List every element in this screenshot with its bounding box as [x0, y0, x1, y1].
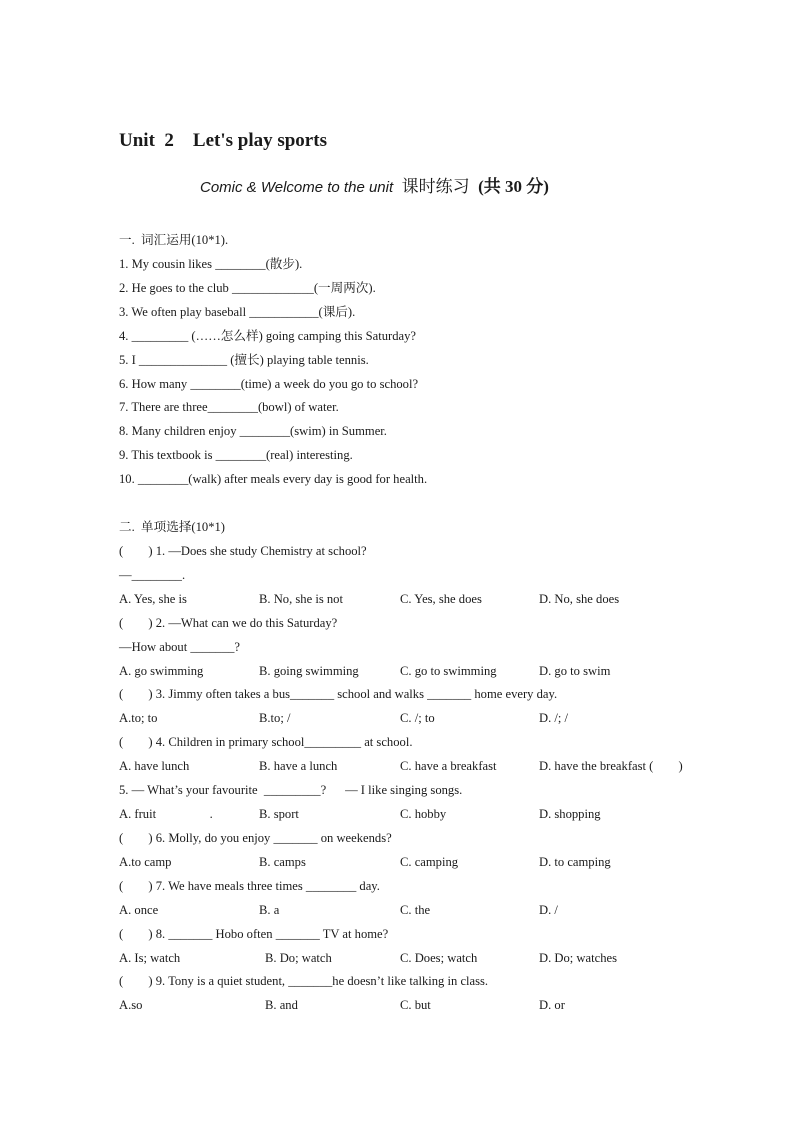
question-1-stem: ( ) 1. —Does she study Chemistry at school? [119, 544, 367, 558]
option-d: D. shopping [539, 807, 601, 821]
section1-heading: 一. 词汇运用(10*1). [119, 233, 229, 247]
vocab-item-4: 4. _________ (……怎么样) going camping this Saturday? [119, 329, 416, 343]
option-a: A. have lunch [119, 759, 190, 773]
option-d: D. /; / [539, 711, 569, 725]
option-c: C. go to swimming [400, 664, 497, 678]
option-a: A.to camp [119, 855, 172, 869]
page-title: Unit 2 Let's play sports [119, 130, 327, 151]
question-3-stem: ( ) 3. Jimmy often takes a bus_______ school and walks _______ home every day. [119, 687, 558, 701]
section2-heading: 二. 单项选择(10*1) [119, 520, 225, 534]
option-d: D. or [539, 998, 565, 1012]
option-a: A. Is; watch [119, 951, 181, 965]
subtitle-chinese: 课时练习 [401, 177, 470, 196]
option-c: C. hobby [400, 807, 447, 821]
option-c: C. Does; watch [400, 951, 478, 965]
vocab-item-1: 1. My cousin likes ________(散步). [119, 257, 303, 271]
question-6-stem: ( ) 6. Molly, do you enjoy _______ on weekends? [119, 831, 392, 845]
option-a: A. fruit . [119, 807, 213, 821]
question-4-stem: ( ) 4. Children in primary school_________ at school. [119, 735, 413, 749]
option-a: A.to; to [119, 711, 158, 725]
question-1-answer-line: —________. [119, 568, 186, 582]
question-5-stem: 5. — What’s your favourite _________? — I like singing songs. [119, 783, 463, 797]
option-a: A. once [119, 903, 159, 917]
question-7-stem: ( ) 7. We have meals three times ________ day. [119, 879, 380, 893]
question-8-stem: ( ) 8. _______ Hobo often _______ TV at home? [119, 927, 389, 941]
option-c: C. but [400, 998, 431, 1012]
subtitle-score: (共 30 分) [478, 177, 549, 196]
vocab-item-7: 7. There are three________(bowl) of water. [119, 400, 339, 414]
option-c: C. have a breakfast [400, 759, 497, 773]
vocab-item-5: 5. I ______________ (擅长) playing table tennis. [119, 353, 369, 367]
vocab-item-2: 2. He goes to the club _____________(一周两次). [119, 281, 376, 295]
option-b: B. have a lunch [259, 759, 338, 773]
question-2-answer-line: —How about _______? [119, 640, 241, 654]
option-a: A.so [119, 998, 143, 1012]
option-b: B.to; / [259, 711, 291, 725]
vocab-item-8: 8. Many children enjoy ________(swim) in Summer. [119, 424, 387, 438]
option-b: B. No, she is not [259, 592, 343, 606]
option-d: D. Do; watches [539, 951, 617, 965]
vocab-item-3: 3. We often play baseball ___________(课后). [119, 305, 356, 319]
option-b: B. and [265, 998, 298, 1012]
vocab-item-10: 10. ________(walk) after meals every day is good for health. [119, 472, 428, 486]
option-d: D. to camping [539, 855, 611, 869]
option-b: B. going swimming [259, 664, 359, 678]
vocab-item-9: 9. This textbook is ________(real) interesting. [119, 448, 353, 462]
option-c: C. the [400, 903, 431, 917]
option-b: B. Do; watch [265, 951, 332, 965]
option-a: A. go swimming [119, 664, 204, 678]
option-d: D. go to swim [539, 664, 611, 678]
option-b: B. sport [259, 807, 299, 821]
subtitle-english: Comic & Welcome to the unit [200, 179, 394, 196]
question-2-stem: ( ) 2. —What can we do this Saturday? [119, 616, 338, 630]
option-b: B. a [259, 903, 280, 917]
option-c: C. Yes, she does [400, 592, 482, 606]
option-d: D. / [539, 903, 558, 917]
option-d: D. No, she does [539, 592, 620, 606]
question-9-stem: ( ) 9. Tony is a quiet student, _______he doesn’t like talking in class. [119, 974, 489, 988]
option-a: A. Yes, she is [119, 592, 187, 606]
vocab-item-6: 6. How many ________(time) a week do you go to school? [119, 377, 419, 391]
option-b: B. camps [259, 855, 306, 869]
option-c: C. /; to [400, 711, 435, 725]
option-d: D. have the breakfast ( ) [539, 759, 683, 773]
question-9-options [119, 997, 565, 1093]
page-subtitle [200, 172, 549, 197]
option-c: C. camping [400, 855, 459, 869]
